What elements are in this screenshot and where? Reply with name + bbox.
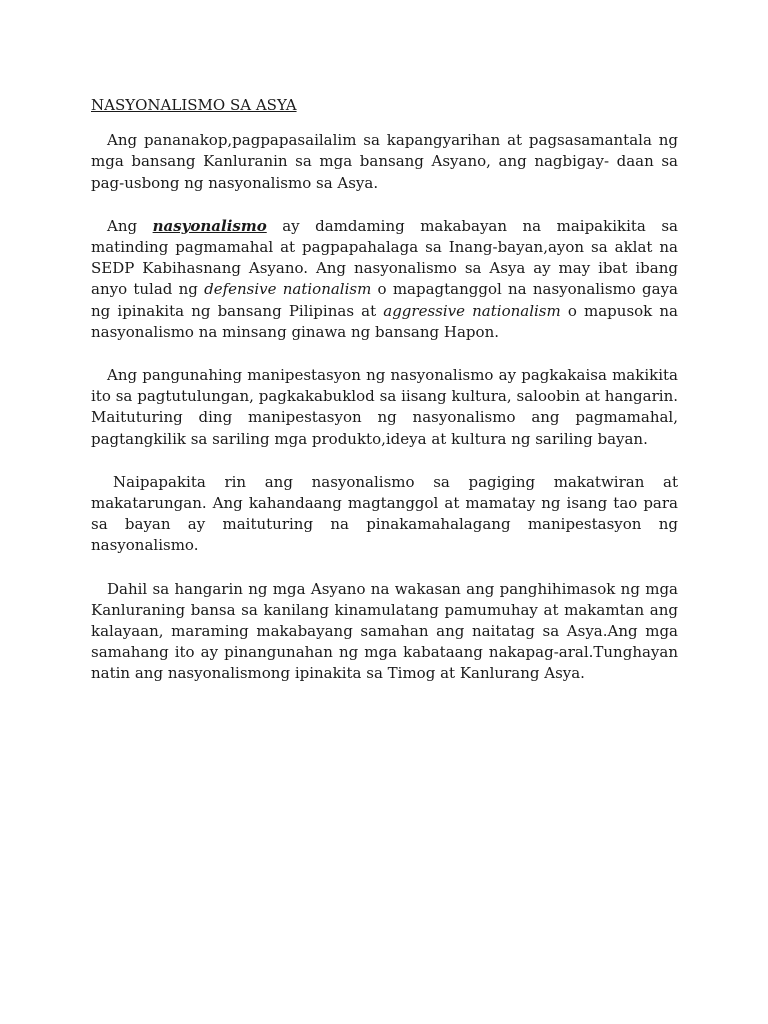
document-body (91, 95, 678, 707)
paragraph-2-part-3: o mapagtanggol na nasyonalismo gaya ng ipinakita ng bansang Pilipinas at (91, 280, 678, 320)
paragraph-5: Dahil sa hangarin ng mga Asyano na wakasan ang panghihimasok ng mga Kanluraning bansa sa kanilang kinamulatang pamumuhay at makamtan ang kalayaan, maraming makabayang samahan ang naitatag sa Asya.Ang mga samahang ito ay pinangunahan ng mga kabataang nakapag-aral.Tunghayan natin ang nasyonalismong ipinakita sa Timog at Kanlurang Asya. (91, 579, 678, 683)
paragraph-4: Naipapakita rin ang nasyonalismo sa pagiging makatwiran at makatarungan. Ang kahandaang magtanggol at mamatay ng isang tao para sa bayan ay maituturing na pinakamahalagang manipestasyon ng nasyonalismo. (91, 472, 678, 555)
paragraph-1: Ang pananakop,pagpapasailalim sa kapangyarihan at pagsasamantala ng mga bansang Kanluranin sa mga bansang Asyano, ang nagbigay- daan sa pag-usbong ng nasyonalismo sa Asya. (91, 131, 678, 192)
term-nasyonalismo: nasyonalismo (152, 216, 267, 235)
paragraph-3: Ang pangunahing manipestasyon ng nasyonalismo ay pagkakaisa makikita ito sa pagtutulungan, pagkakabuklod sa iisang kultura, saloobin at hangarin. Maituturing ding manipestasyon ng nasyonalismo ang pagmamahal, pagtangkilik sa sariling mga produkto,ideya at kultura ng sariling bayan. (91, 366, 678, 448)
term-defensive-nationalism: defensive nationalism (204, 280, 372, 299)
paragraph-2-part-2: ay damdaming makabayan na maipakikita sa matinding pagmamahal at pagpapahalaga sa Inang-bayan,ayon sa aklat na SEDP Kabihasnang Asyano. Ang nasyonalismo sa Asya ay may ibat ibang anyo tulad ng (91, 216, 678, 299)
term-aggressive-nationalism: aggressive nationalism (383, 301, 561, 320)
document-title: NASYONALISMO SA ASYA (91, 96, 297, 114)
paragraph-2-part-1: Ang (107, 216, 153, 235)
paragraph-2-part-4: o mapusok na nasyonalismo na minsang ginawa ng bansang Hapon. (91, 301, 679, 341)
paragraph-2 (91, 216, 678, 343)
